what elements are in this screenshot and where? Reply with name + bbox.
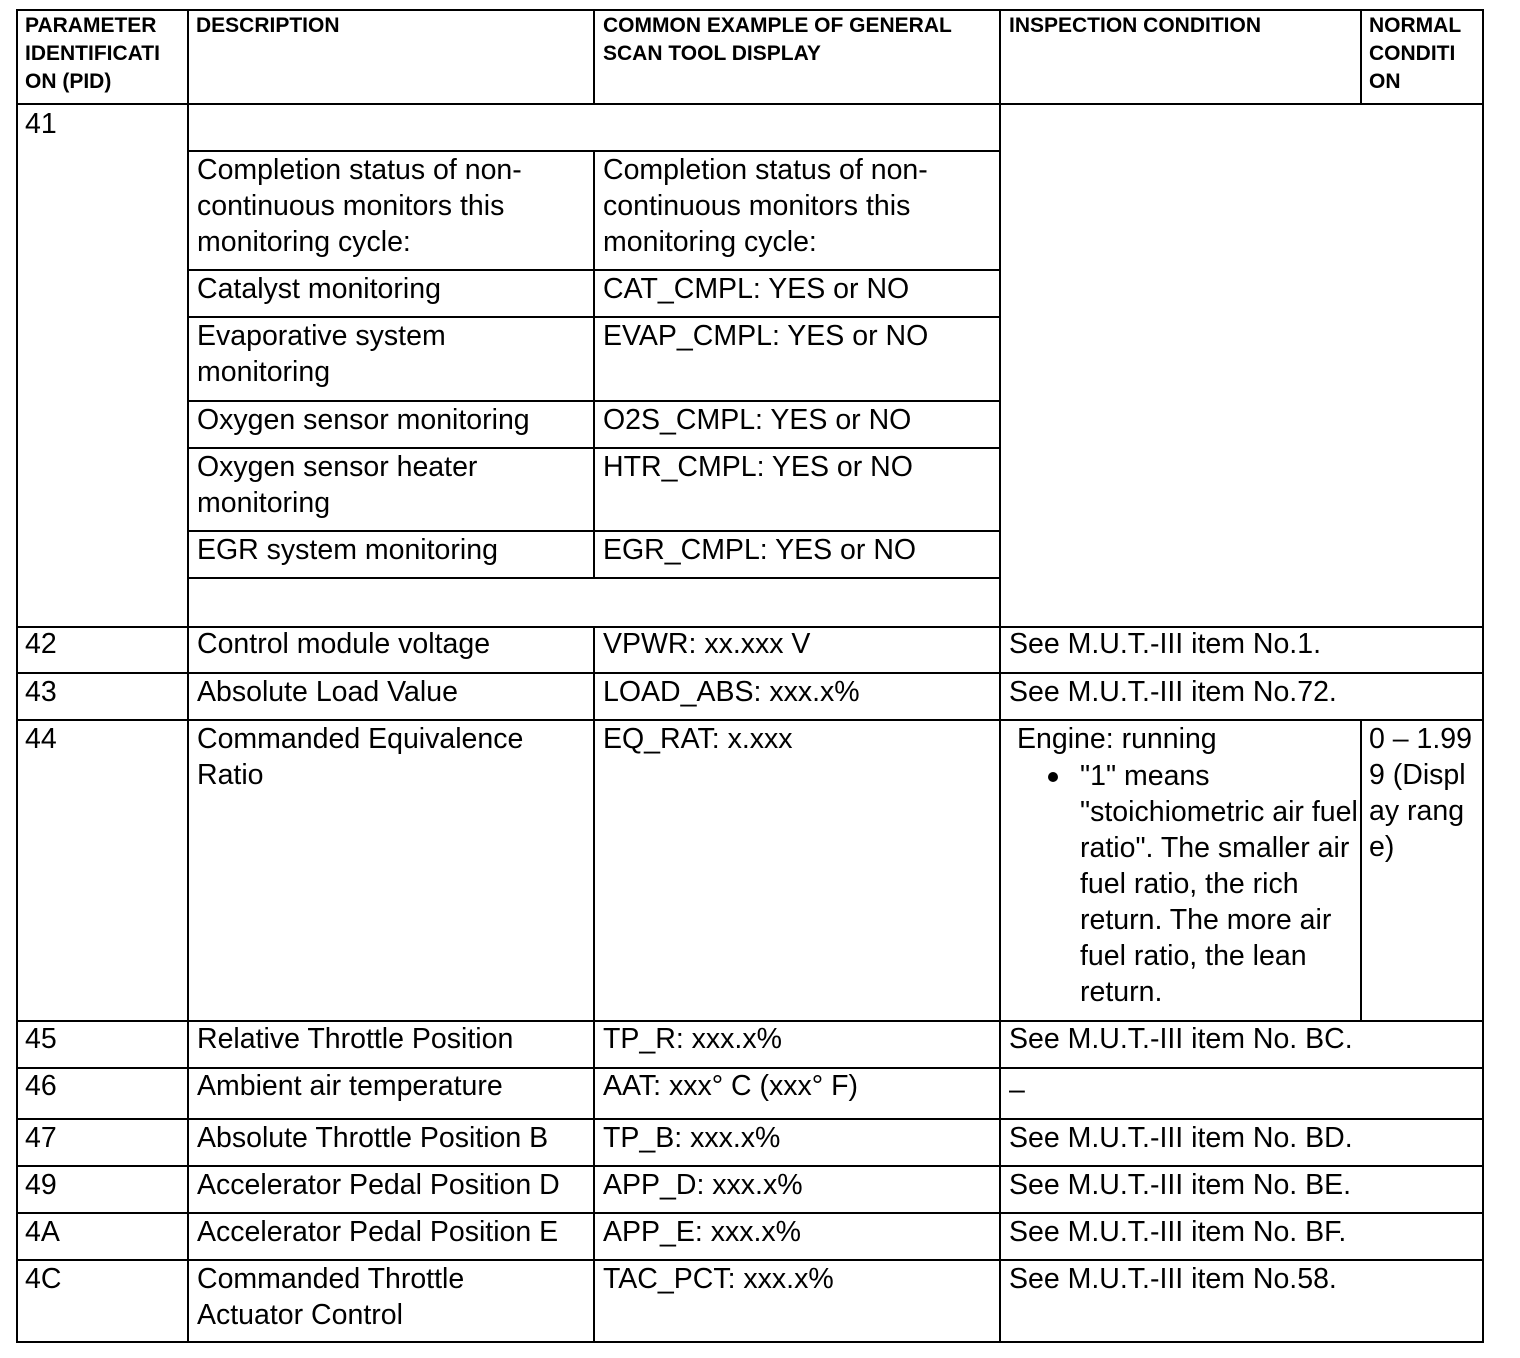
pid-41-disp-0: Completion status of non-continuous monitors this monitoring cycle: — [603, 154, 928, 258]
disp-47: TP_B: xxx.x% — [603, 1122, 781, 1154]
insp-4c: See M.U.T.-III item No.58. — [1009, 1263, 1337, 1295]
insp-45: See M.U.T.-III item No. BC. — [1009, 1023, 1353, 1055]
desc-43: Absolute Load Value — [197, 676, 458, 708]
pid-44: 44 — [25, 723, 57, 755]
desc-42: Control module voltage — [197, 628, 491, 660]
header-description: DESCRIPTION — [196, 14, 340, 37]
insp-46: – — [1009, 1074, 1025, 1106]
insp-47: See M.U.T.-III item No. BD. — [1009, 1122, 1353, 1154]
pid-41-disp-2: EVAP_CMPL: YES or NO — [603, 320, 929, 352]
normal-44: 0 – 1.999 (Display range) — [1369, 723, 1473, 863]
disp-42: VPWR: xx.xxx V — [603, 628, 811, 660]
header-divider — [16, 103, 1484, 105]
desc-45: Relative Throttle Position — [197, 1023, 514, 1055]
pid-49: 49 — [25, 1169, 57, 1201]
disp-4a: APP_E: xxx.x% — [603, 1216, 801, 1248]
pid-41: 41 — [25, 108, 57, 140]
col-divider-2-body — [593, 626, 595, 1343]
table-border-right — [1482, 9, 1484, 1343]
disp-4c: TAC_PCT: xxx.x% — [603, 1263, 834, 1295]
col-divider-2-header — [593, 9, 595, 105]
header-normal: NORMAL CONDITI ON — [1369, 14, 1461, 93]
col-divider-3 — [999, 9, 1001, 1343]
header-inspection: INSPECTION CONDITION — [1009, 14, 1262, 37]
pid-41-desc-4: Oxygen sensor heater monitoring — [197, 451, 478, 519]
pid-41-desc-3: Oxygen sensor monitoring — [197, 404, 530, 436]
insp-44-bullet-text: "1" means "stoichiometric air fuel ratio". The smaller air fuel ratio, the rich return. The more air fuel ratio, the lean return. — [1080, 760, 1358, 1008]
desc-46: Ambient air temperature — [197, 1070, 503, 1102]
desc-4a: Accelerator Pedal Position E — [197, 1216, 559, 1248]
pid-47: 47 — [25, 1122, 57, 1154]
rule-41-g — [187, 577, 1001, 579]
disp-46: AAT: xxx° C (xxx° F) — [603, 1070, 859, 1102]
desc-44: Commanded Equivalence Ratio — [197, 723, 524, 791]
insp-42: See M.U.T.-III item No.1. — [1009, 628, 1321, 660]
pid-41-disp-4: HTR_CMPL: YES or NO — [603, 451, 913, 483]
col-divider-4-header — [1360, 9, 1362, 105]
pid-41-desc-0: Completion status of non-continuous monitors this monitoring cycle: — [197, 154, 522, 258]
desc-47: Absolute Throttle Position B — [197, 1122, 549, 1154]
table-border-bottom — [16, 1341, 1484, 1343]
disp-43: LOAD_ABS: xxx.x% — [603, 676, 860, 708]
pid-41-disp-5: EGR_CMPL: YES or NO — [603, 534, 917, 566]
insp-43: See M.U.T.-III item No.72. — [1009, 676, 1337, 708]
pid-41-desc-2: Evaporative system monitoring — [197, 320, 446, 388]
pid-41-disp-1: CAT_CMPL: YES or NO — [603, 273, 910, 305]
pid-42: 42 — [25, 628, 57, 660]
header-display: COMMON EXAMPLE OF GENERAL SCAN TOOL DISPLAY — [603, 14, 952, 65]
insp-4a: See M.U.T.-III item No. BF. — [1009, 1216, 1347, 1248]
pid-46: 46 — [25, 1070, 57, 1102]
pid-4c: 4C — [25, 1263, 62, 1295]
insp-44: Engine: running — [1017, 723, 1217, 755]
desc-4c: Commanded Throttle Actuator Control — [197, 1263, 465, 1331]
disp-44: EQ_RAT: x.xxx — [603, 723, 793, 755]
table-border-top — [16, 9, 1484, 11]
insp-49: See M.U.T.-III item No. BE. — [1009, 1169, 1352, 1201]
pid-4a: 4A — [25, 1216, 60, 1248]
pid-41-desc-1: Catalyst monitoring — [197, 273, 441, 305]
disp-49: APP_D: xxx.x% — [603, 1169, 803, 1201]
pid-41-desc-5: EGR system monitoring — [197, 534, 498, 566]
col-divider-2-41 — [593, 151, 595, 579]
disp-45: TP_R: xxx.x% — [603, 1023, 782, 1055]
col-divider-1 — [187, 9, 189, 1343]
pid-43: 43 — [25, 676, 57, 708]
table-border-left — [16, 9, 18, 1343]
pid-45: 45 — [25, 1023, 57, 1055]
bullet-dot-icon — [1048, 772, 1058, 782]
pid-41-disp-3: O2S_CMPL: YES or NO — [603, 404, 912, 436]
header-pid: PARAMETER IDENTIFICATI ON (PID) — [25, 14, 160, 93]
desc-49: Accelerator Pedal Position D — [197, 1169, 560, 1201]
